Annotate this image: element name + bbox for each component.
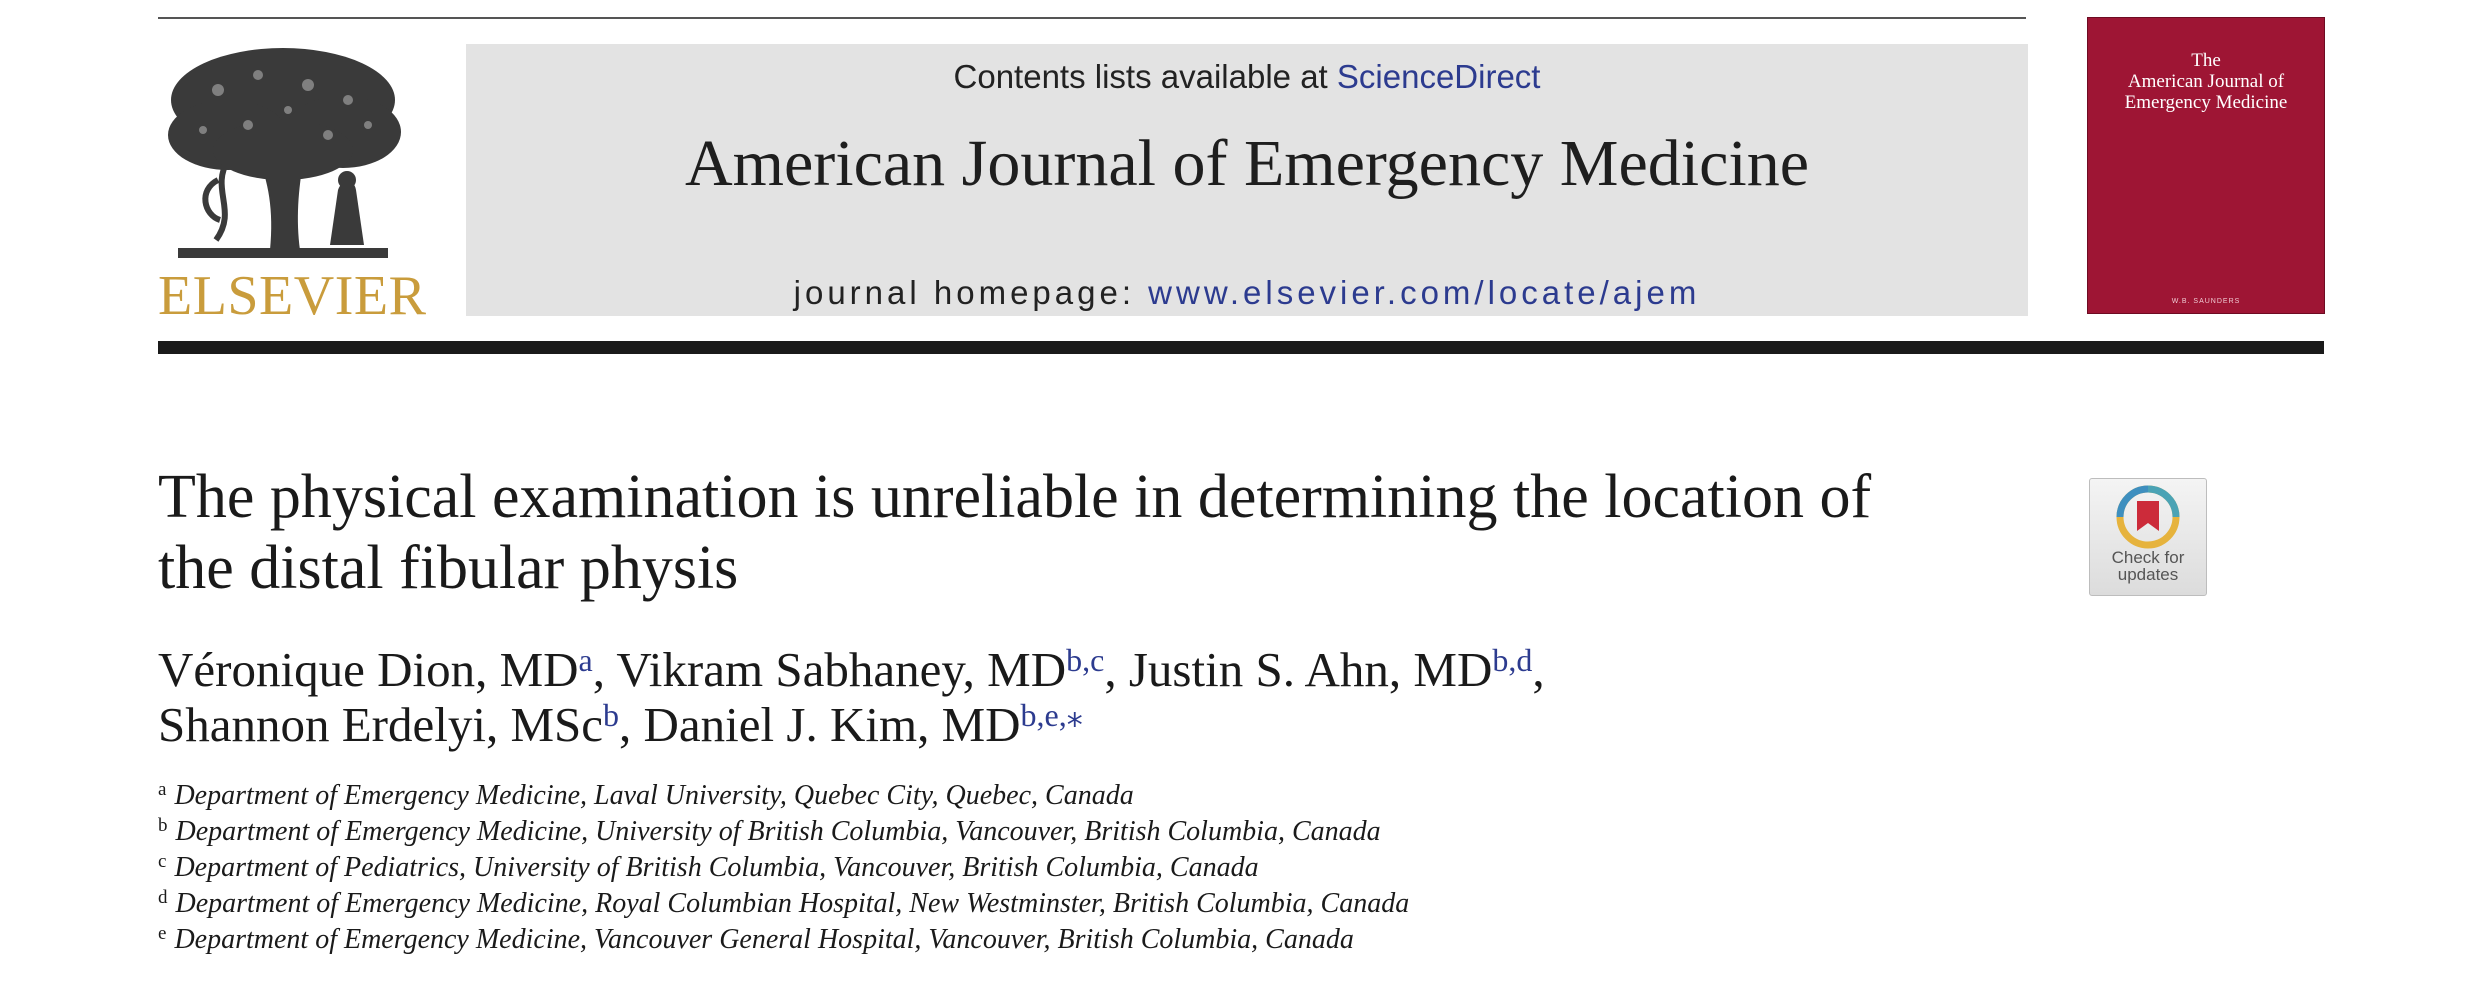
author-name[interactable]: Vikram Sabhaney, MD bbox=[616, 642, 1067, 697]
sciencedirect-link[interactable]: ScienceDirect bbox=[1336, 58, 1541, 95]
journal-title: American Journal of Emergency Medicine bbox=[684, 127, 1810, 200]
homepage-line bbox=[466, 274, 2028, 312]
affiliation-text: Department of Emergency Medicine, Laval University, Quebec City, Quebec, Canada bbox=[174, 780, 1134, 811]
elsevier-wordmark: ELSEVIER bbox=[158, 265, 427, 327]
affiliation-item bbox=[158, 922, 1858, 958]
affiliation-key: c bbox=[158, 851, 167, 872]
cover-title: The American Journal of Emergency Medicine bbox=[2124, 50, 2288, 113]
author-name[interactable]: Shannon Erdelyi, MSc bbox=[158, 697, 604, 752]
journal-banner bbox=[466, 44, 2028, 316]
affiliation-key: b bbox=[158, 815, 168, 836]
check-for-updates-button[interactable] bbox=[2089, 478, 2207, 596]
affiliation-key: a bbox=[158, 779, 167, 800]
author-name[interactable]: Justin S. Ahn, MD bbox=[1128, 642, 1493, 697]
affiliation-text: Department of Emergency Medicine, University of British Columbia, Vancouver, British Columbia, Canada bbox=[175, 816, 1381, 847]
contents-line bbox=[466, 58, 2028, 96]
author-affiliation-sup[interactable]: b bbox=[603, 697, 620, 733]
journal-cover[interactable] bbox=[2087, 17, 2325, 314]
article-title: The physical examination is unreliable in determining the location of the distal fibular physis bbox=[158, 463, 1872, 602]
author-name[interactable]: Véronique Dion, MD bbox=[158, 642, 579, 697]
journal-homepage-link[interactable]: www.elsevier.com/locate/ajem bbox=[1148, 274, 1701, 311]
affiliation-item bbox=[158, 814, 1858, 850]
author-name[interactable]: Daniel J. Kim, MD bbox=[643, 697, 1021, 752]
affiliation-item bbox=[158, 886, 1858, 922]
author-affiliation-sup[interactable]: a bbox=[578, 642, 593, 678]
affiliation-item bbox=[158, 850, 1858, 886]
elsevier-tree-icon bbox=[158, 40, 408, 262]
top-rule bbox=[158, 17, 2026, 19]
author-affiliation-sup[interactable]: b,d bbox=[1492, 642, 1533, 678]
affiliation-text: Department of Emergency Medicine, Vancouver General Hospital, Vancouver, British Columbia, Canada bbox=[174, 924, 1354, 955]
affiliation-key: e bbox=[158, 923, 167, 944]
author-list: Véronique Dion, $MD^a$, Vikram Sabhaney, MD$^{b,c}$, Justin S. Ahn, MD$^{b,d}$, Shannon Erdelyi, MSc$^b$, Daniel J. Kim, $MD^{b,e,⁎}$ bbox=[158, 642, 1545, 752]
affiliation-item bbox=[158, 778, 1858, 814]
homepage-prefix: journal homepage: bbox=[793, 274, 1149, 311]
elsevier-logo[interactable] bbox=[158, 40, 427, 327]
header-divider bbox=[158, 341, 2324, 354]
affiliation-text: Department of Emergency Medicine, Royal Columbian Hospital, New Westminster, British Columbia, Canada bbox=[175, 888, 1410, 919]
author-affiliation-sup[interactable]: b,e,⁎ bbox=[1020, 697, 1083, 733]
affiliation-text: Department of Pediatrics, University of British Columbia, Vancouver, British Columbia, Canada bbox=[174, 852, 1259, 883]
check-for-updates-label: Check for updates bbox=[2111, 548, 2185, 584]
cover-footer: W.B. SAUNDERS bbox=[2171, 298, 2241, 305]
affiliation-list bbox=[158, 778, 1858, 958]
affiliation-key: d bbox=[158, 887, 168, 908]
contents-prefix: Contents lists available at bbox=[953, 58, 1337, 95]
crossmark-icon bbox=[2090, 481, 2206, 553]
author-affiliation-sup[interactable]: b,c bbox=[1066, 642, 1105, 678]
